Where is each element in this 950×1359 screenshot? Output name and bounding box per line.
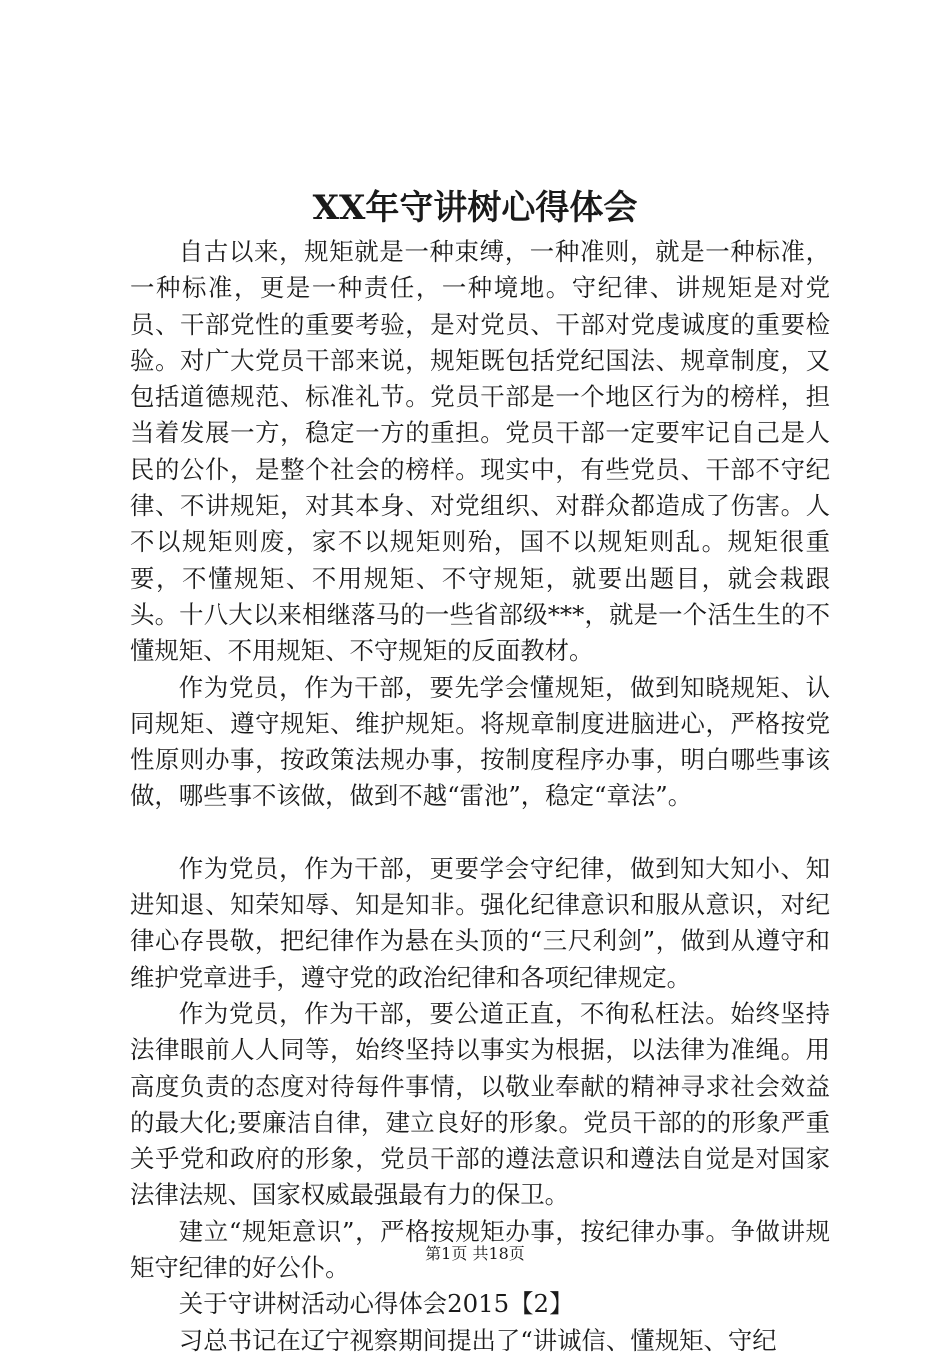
paragraph: 作为党员，作为干部，要公道正直，不徇私枉法。始终坚持法律眼前人人同等，始终坚持以事实为根据，以法律为准绳。用高度负责的态度对待每件事情，以敬业奉献的精神寻求社会效益的最大化;要廉洁自律，建立良好的形象。党员干部的的形象严重关乎党和政府的形象，党员干部的遵法意识和遵法自觉是对国家法律法规、国家权威最强最有力的保卫。: [130, 998, 830, 1210]
document-title: XX年守讲树心得体会: [312, 188, 638, 228]
paragraph: 习总书记在辽宁视察期间提出了“讲诚信、懂规矩、守纪: [178, 1325, 777, 1355]
section-heading: 关于守讲树活动心得体会2015【2】: [178, 1289, 574, 1319]
document-body: [130, 234, 830, 1359]
paragraph: 自古以来，规矩就是一种束缚，一种准则，就是一种标准，一种标准，更是一种责任，一种境地。守纪律、讲规矩是对党员、干部党性的重要考验，是对党员、干部对党虔诚度的重要检验。对广大党员干部来说，规矩既包括党纪国法、规章制度，又包括道德规范、标准礼节。党员干部是一个地区行为的榜样，担当着发展一方，稳定一方的重担。党员干部一定要牢记自己是人民的公仆，是整个社会的榜样。现实中，有些党员、干部不守纪律、不讲规矩，对其本身、对党组织、对群众都造成了伤害。人不以规矩则废，家不以规矩则殆，国不以规矩则乱。规矩很重要，不懂规矩、不用规矩、不守规矩，就要出题目，就会栽跟头。十八大以来相继落马的一些省部级***，就是一个活生生的不懂规矩、不用规矩、不守规矩的反面教材。: [130, 237, 830, 666]
paragraph: 作为党员，作为干部，更要学会守纪律，做到知大知小、知进知退、知荣知辱、知是知非。强化纪律意识和服从意识，对纪律心存畏敬，把纪律作为悬在头顶的“三尺利剑”，做到从遵守和维护党章进手，遵守党的政治纪律和各项纪律规定。: [130, 853, 830, 992]
paragraph: 作为党员，作为干部，要先学会懂规矩，做到知晓规矩、认同规矩、遵守规矩、维护规矩。将规章制度进脑进心，严格按党性原则办事，按政策法规办事，按制度程序办事，明白哪些事该做，哪些事不该做，做到不越“雷池”，稳定“章法”。: [130, 672, 830, 811]
paragraph: 建立“规矩意识”，严格按规矩办事，按纪律办事。争做讲规矩守纪律的好公仆。: [130, 1216, 830, 1283]
page-footer: 第1页 共18页: [425, 1244, 525, 1263]
